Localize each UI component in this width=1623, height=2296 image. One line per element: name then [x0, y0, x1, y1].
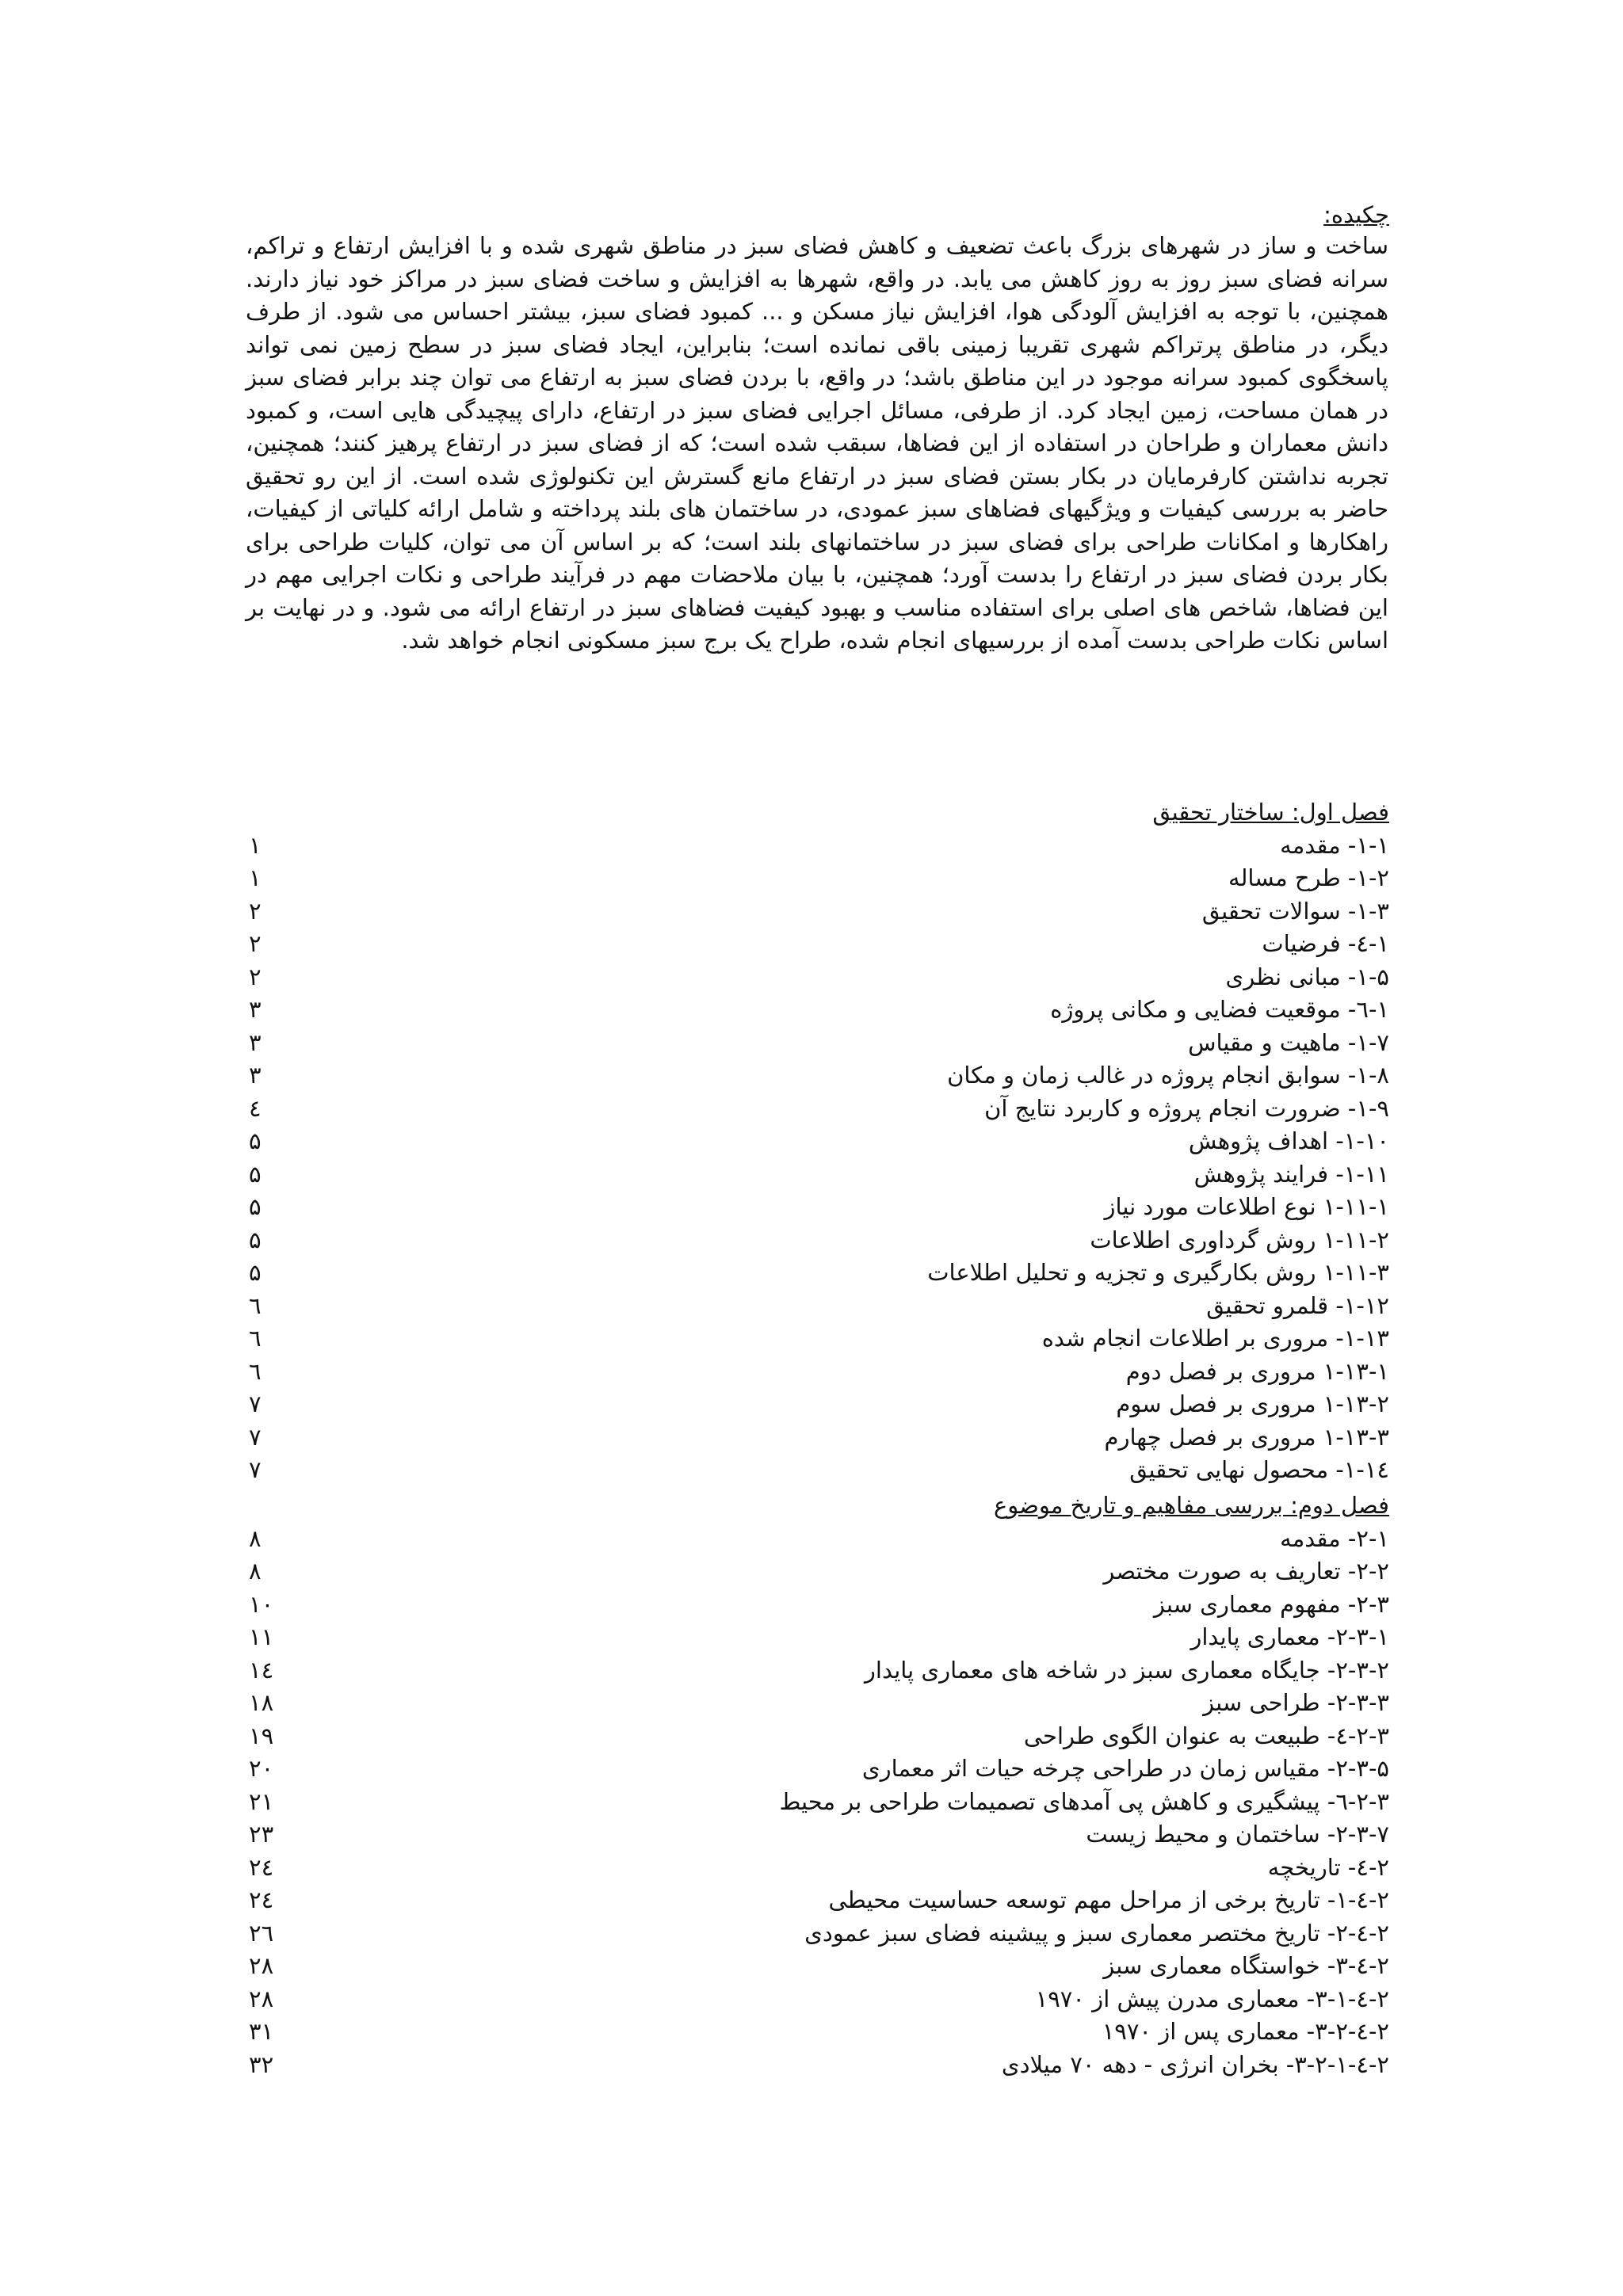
- toc-entry: [0, 1092, 1623, 1125]
- toc-entry-label: ۱-۱۱-۳ روش بکارگیری و تجزیه و تحلیل اطلاعات: [927, 1259, 1389, 1286]
- toc-entry-page: ۵: [249, 1193, 262, 1220]
- toc-entry: [0, 927, 1623, 960]
- toc-entry: [0, 1588, 1623, 1621]
- toc-entry: [0, 2015, 1623, 2048]
- toc-entry-page: ۲۸: [249, 1985, 274, 2012]
- toc-entry-page: ۳۱: [249, 2018, 274, 2045]
- toc-entry-page: ۱: [249, 831, 262, 859]
- toc-entry-label: ۱-۱۱-۱ نوع اطلاعات مورد نیاز: [1104, 1193, 1389, 1220]
- toc-entry: [0, 1719, 1623, 1753]
- abstract-title: چکیده:: [1323, 201, 1389, 228]
- toc-entry-page: ۲۱: [249, 1787, 274, 1815]
- toc-entry: [0, 1355, 1623, 1388]
- toc-entry-label: ۱-۱۱-۲ روش گرداوری اطلاعات: [1090, 1226, 1389, 1253]
- toc-entry-label: ۲-۳-۵- مقیاس زمان در طراحی چرخه حیات اثر معماری: [861, 1755, 1389, 1782]
- toc-entry-label: ۱-۷- ماهیت و مقیاس: [1188, 1028, 1389, 1056]
- toc-entry-page: ۳: [249, 1062, 262, 1089]
- chapter-heading: فصل اول: ساختار تحقیق: [1152, 799, 1389, 826]
- toc-entry-page: ۱۰: [249, 1590, 274, 1618]
- toc-entry-label: ۲-۳-۲- جایگاه معماری سبز در شاخه های معماری پایدار: [864, 1656, 1389, 1684]
- toc-entry: [0, 894, 1623, 928]
- toc-entry-page: ۱۸: [249, 1689, 274, 1716]
- toc-entry-page: ۱۹: [249, 1722, 274, 1749]
- toc-entry-page: ۲۳: [249, 1821, 274, 1848]
- toc-entry-label: ۱-۱۳-۱ مروری بر فصل دوم: [1125, 1357, 1389, 1385]
- toc-entry-page: ۱٤: [249, 1656, 274, 1684]
- toc-entry: [0, 1421, 1623, 1454]
- toc-entry: [0, 861, 1623, 894]
- toc-entry: [0, 1058, 1623, 1092]
- toc-entry-page: ۲٦: [249, 1919, 274, 1947]
- toc-entry: [0, 1026, 1623, 1059]
- toc-entry-page: ٦: [249, 1357, 262, 1385]
- toc-entry: [0, 1785, 1623, 1818]
- toc-entry: [0, 1851, 1623, 1884]
- toc-entry: [0, 1982, 1623, 2016]
- toc-entry: [0, 1322, 1623, 1355]
- toc-entry: [0, 1124, 1623, 1158]
- toc-entry: [0, 829, 1623, 862]
- toc-entry-label: ۲-۳-٦- پیشگیری و کاهش پی آمدهای تصمیمات طراحی بر محیط: [779, 1787, 1389, 1815]
- toc-entry-label: ۱-۱۱- فرایند پژوهش: [1193, 1160, 1389, 1188]
- toc-entry-page: ٦: [249, 1291, 262, 1319]
- toc-entry-label: ۲-۳-۷- ساختمان و محیط زیست: [1086, 1821, 1389, 1848]
- toc-entry: [0, 1686, 1623, 1719]
- toc-entry-label: ۱-۱۳-۲ مروری بر فصل سوم: [1116, 1390, 1389, 1417]
- toc-entry-label: ۱-٤- فرضیات: [1262, 930, 1389, 957]
- toc-entry: [0, 1917, 1623, 1950]
- toc-entry: [0, 1453, 1623, 1486]
- toc-entry-page: ۸: [249, 1558, 262, 1585]
- toc-entry-label: ۱-۱- مقدمه: [1280, 831, 1389, 859]
- toc-entry: [0, 960, 1623, 994]
- toc-entry-label: ۲-۱- مقدمه: [1280, 1524, 1389, 1552]
- toc-entry-page: ۲۸: [249, 1952, 274, 1979]
- abstract-body: ساخت و ساز در شهرهای بزرگ باعث تضعیف و کاهش فضای سبز در مناطق شهری شده و با افزایش ارتفاع و تراکم، سرانه فضای سبز روز به روز کاهش می یابد. در واقع، شهرها به افزایش و ساخت فضای سبز در مراکز خود نیاز دارند. همچنین، با توجه به افزایش آلودگی هوا، افزایش نیاز مسکن و ... کمبود فضای سبز، بیشتر احساس می شود. از طرف دیگر، در مناطق پرتراکم شهری تقریبا زمینی باقی نمانده است؛ بنابراین، ایجاد فضای سبز در سطح زمین نمی تواند پاسخگوی کمبود سرانه موجود در این مناطق باشد؛ در واقع، با بردن فضای سبز به ارتفاع می توان چند برابر فضای سبز در همان مساحت، زمین ایجاد کرد. از طرفی، مسائل اجرایی فضای سبز در ارتفاع، دارای پیچیدگی هایی است، و کمبود دانش معماران و طراحان در استفاده از این فضاها، سبقب شده است؛ که از فضای سبز در ارتفاع پرهیز کنند؛ همچنین، تجربه نداشتن کارفرمایان در بکار بستن فضای سبز در ارتفاع مانع گسترش این تکنولوژی شده است. از این رو تحقیق حاضر به بررسی کیفیات و ویژگیهای فضاهای سبز عمودی، در ساختمان های بلند پرداخته و شامل ارائه کلیاتی از کیفیات، راهکارها و امکانات طراحی برای فضای سبز در ساختمانهای بلند است؛ که بر اساس آن می توان، کلیات طراحی برای بکار بردن فضای سبز در ارتفاع را بدست آورد؛ همچنین، با بیان ملاحضات مهم در فرآیند طراحی و نکات اجرایی مهم در این فضاها، شاخص های اصلی برای استفاده مناسب و بهبود کیفیت فضاهای سبز در ارتفاع ارائه می شود. و در نهایت بر اساس نکات طراحی بدست آمده از بررسیهای انجام شده، طراح یک برج سبز مسکونی انجام خواهد شد.: [246, 232, 1388, 654]
- toc-entry-label: ۱-۲- طرح مساله: [1228, 864, 1389, 891]
- toc-entry-label: ۱-۱۰- اهداف پژوهش: [1188, 1127, 1389, 1154]
- toc-entry-page: ۳۲: [249, 2050, 274, 2078]
- toc-entry-page: ۱۱: [249, 1623, 274, 1650]
- toc-entry: [0, 1158, 1623, 1191]
- toc-entry: [0, 1883, 1623, 1917]
- toc-entry-label: ۲-۳-۱- معماری پایدار: [1190, 1623, 1389, 1650]
- toc-entry: [0, 1554, 1623, 1588]
- toc-entry: [0, 1223, 1623, 1257]
- toc-entry-page: ۲٤: [249, 1886, 274, 1913]
- toc-entry-page: ٤: [249, 1094, 262, 1122]
- toc-entry-label: ۲-٤-۲- تاریخ مختصر معماری سبز و پیشینه فضای سبز عمودی: [804, 1919, 1389, 1947]
- toc-entry: [0, 1256, 1623, 1289]
- toc-entry-page: ۵: [249, 1226, 262, 1253]
- toc-entry-page: ۸: [249, 1524, 262, 1552]
- toc-entry-label: ۲-٤- تاریخچه: [1267, 1853, 1389, 1881]
- toc-entry-page: ۲: [249, 963, 262, 990]
- toc-entry-page: ۱: [249, 864, 262, 891]
- toc-entry: [0, 1190, 1623, 1223]
- toc-entry: [0, 1653, 1623, 1687]
- toc-entry-page: ۲: [249, 897, 262, 925]
- toc-entry: [0, 1817, 1623, 1851]
- toc-entry-label: ۲-٤-۱- تاریخ برخی از مراحل مهم توسعه حساسیت محیطی: [828, 1886, 1389, 1913]
- toc-entry-label: ۱-۱٤- محصول نهایی تحقیق: [1129, 1456, 1389, 1483]
- toc-entry: [0, 1522, 1623, 1555]
- toc-entry: [0, 993, 1623, 1026]
- toc-entry-page: ۵: [249, 1259, 262, 1286]
- toc-entry: [0, 1752, 1623, 1785]
- toc-entry: [0, 1387, 1623, 1421]
- toc-entry-label: ۱-۵- مبانی نظری: [1225, 963, 1389, 990]
- toc-entry-page: ۲۰: [249, 1755, 274, 1782]
- toc-entry-page: ۵: [249, 1127, 262, 1154]
- toc-entry-label: ۲-٤-۳- خواستگاه معماری سبز: [1103, 1952, 1389, 1979]
- toc-entry: [0, 1620, 1623, 1653]
- toc-entry: [0, 1949, 1623, 1982]
- toc-entry-page: ۳: [249, 996, 262, 1023]
- toc-entry-label: ۲-۳- مفهوم معماری سبز: [1153, 1590, 1389, 1618]
- toc-entry-page: ۲: [249, 930, 262, 957]
- toc-entry-label: ۲-۲- تعاریف به صورت مختصر: [1103, 1558, 1389, 1585]
- toc-entry: [0, 1289, 1623, 1322]
- toc-entry-label: ۱-٦- موقعیت فضایی و مکانی پروژه: [1050, 996, 1389, 1023]
- toc-entry-label: ۲-۳-۳- طراحی سبز: [1203, 1689, 1389, 1716]
- toc-entry-label: ۱-۳- سوالات تحقیق: [1201, 897, 1389, 925]
- toc-entry: [0, 2048, 1623, 2081]
- toc-entry-label: ۲-۳-٤- طبیعت به عنوان الگوی طراحی: [1023, 1722, 1389, 1749]
- toc-entry-page: ۷: [249, 1456, 262, 1483]
- toc-entry-page: ۷: [249, 1390, 262, 1417]
- toc-entry-label: ۲-٤-۳-۱- معماری مدرن پیش از ۱۹۷۰: [1035, 1985, 1389, 2012]
- toc-entry-label: ۲-٤-۳-۲- معماری پس از ۱۹۷۰: [1102, 2018, 1389, 2045]
- chapter-heading: فصل دوم: بررسی مفاهیم و تاریخ موضوع: [994, 1492, 1389, 1519]
- toc-entry-label: ۱-۱۲- قلمرو تحقیق: [1206, 1291, 1389, 1319]
- toc-entry-page: ۲٤: [249, 1853, 274, 1881]
- toc-entry-label: ۱-۱۳- مروری بر اطلاعات انجام شده: [1041, 1325, 1389, 1352]
- toc-entry-label: ۲-٤-۳-۲-۱- بخران انرژی - دهه ۷۰ میلادی: [1001, 2050, 1389, 2078]
- toc-entry-label: ۱-۸- سوابق انجام پروژه در غالب زمان و مکان: [947, 1062, 1389, 1089]
- toc-entry-label: ۱-۹- ضرورت انجام پروژه و کاربرد نتایج آن: [984, 1094, 1389, 1122]
- toc-entry-page: ۵: [249, 1160, 262, 1188]
- toc-entry-page: ۳: [249, 1028, 262, 1056]
- toc-entry-page: ۷: [249, 1423, 262, 1451]
- toc-entry-page: ٦: [249, 1325, 262, 1352]
- toc-entry-label: ۱-۱۳-۳ مروری بر فصل چهارم: [1104, 1423, 1389, 1451]
